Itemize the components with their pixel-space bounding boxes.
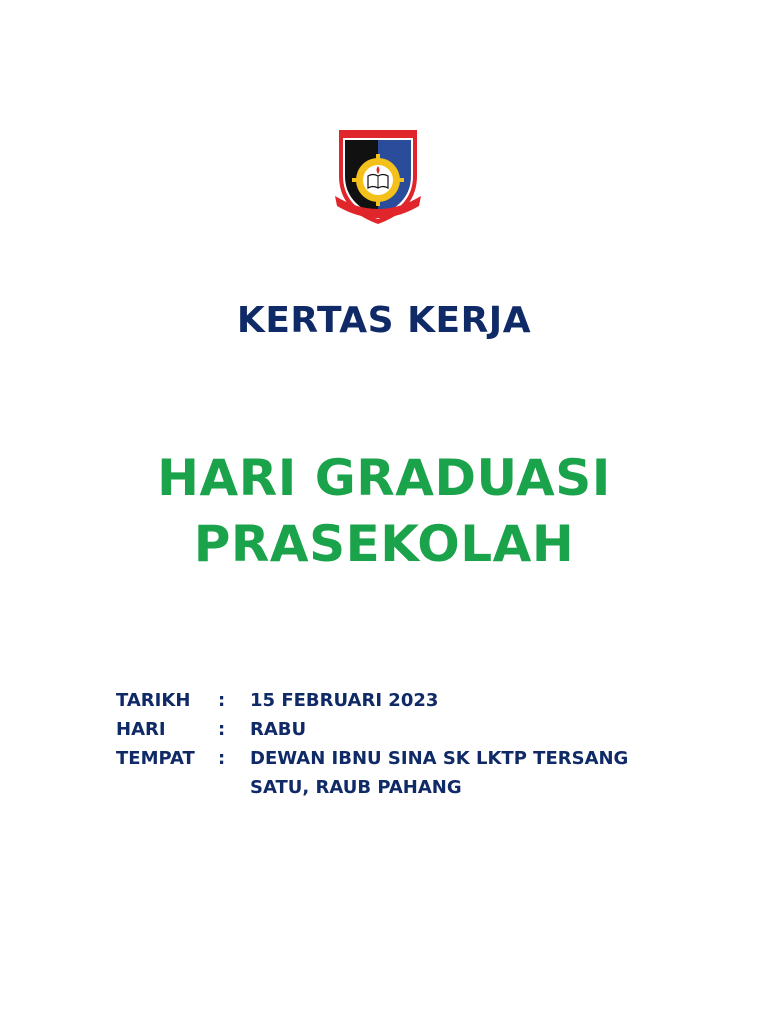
detail-row-venue	[116, 744, 650, 773]
detail-row-venue-continued	[116, 773, 650, 802]
document-type-heading: KERTAS KERJA	[236, 300, 532, 341]
detail-label: HARI	[116, 719, 166, 740]
detail-value: DEWAN IBNU SINA SK LKTP TERSANG	[250, 748, 629, 769]
detail-separator: :	[218, 719, 226, 740]
event-title-line-2: PRASEKOLAH	[193, 515, 575, 573]
detail-value: SATU, RAUB PAHANG	[250, 777, 462, 798]
detail-value: RABU	[250, 719, 307, 740]
detail-separator: :	[218, 748, 226, 769]
detail-value: 15 FEBRUARI 2023	[250, 690, 439, 711]
detail-label	[116, 773, 218, 802]
detail-separator: :	[218, 690, 226, 711]
detail-label: TEMPAT	[116, 748, 195, 769]
event-title	[0, 445, 768, 577]
detail-row-date	[116, 686, 650, 715]
school-crest-icon	[333, 126, 423, 226]
detail-label: TARIKH	[116, 690, 191, 711]
detail-row-day	[116, 715, 650, 744]
event-title-line-1: HARI GRADUASI	[157, 449, 611, 507]
detail-separator	[218, 773, 250, 802]
school-crest-logo	[333, 126, 423, 226]
event-details	[116, 686, 650, 802]
